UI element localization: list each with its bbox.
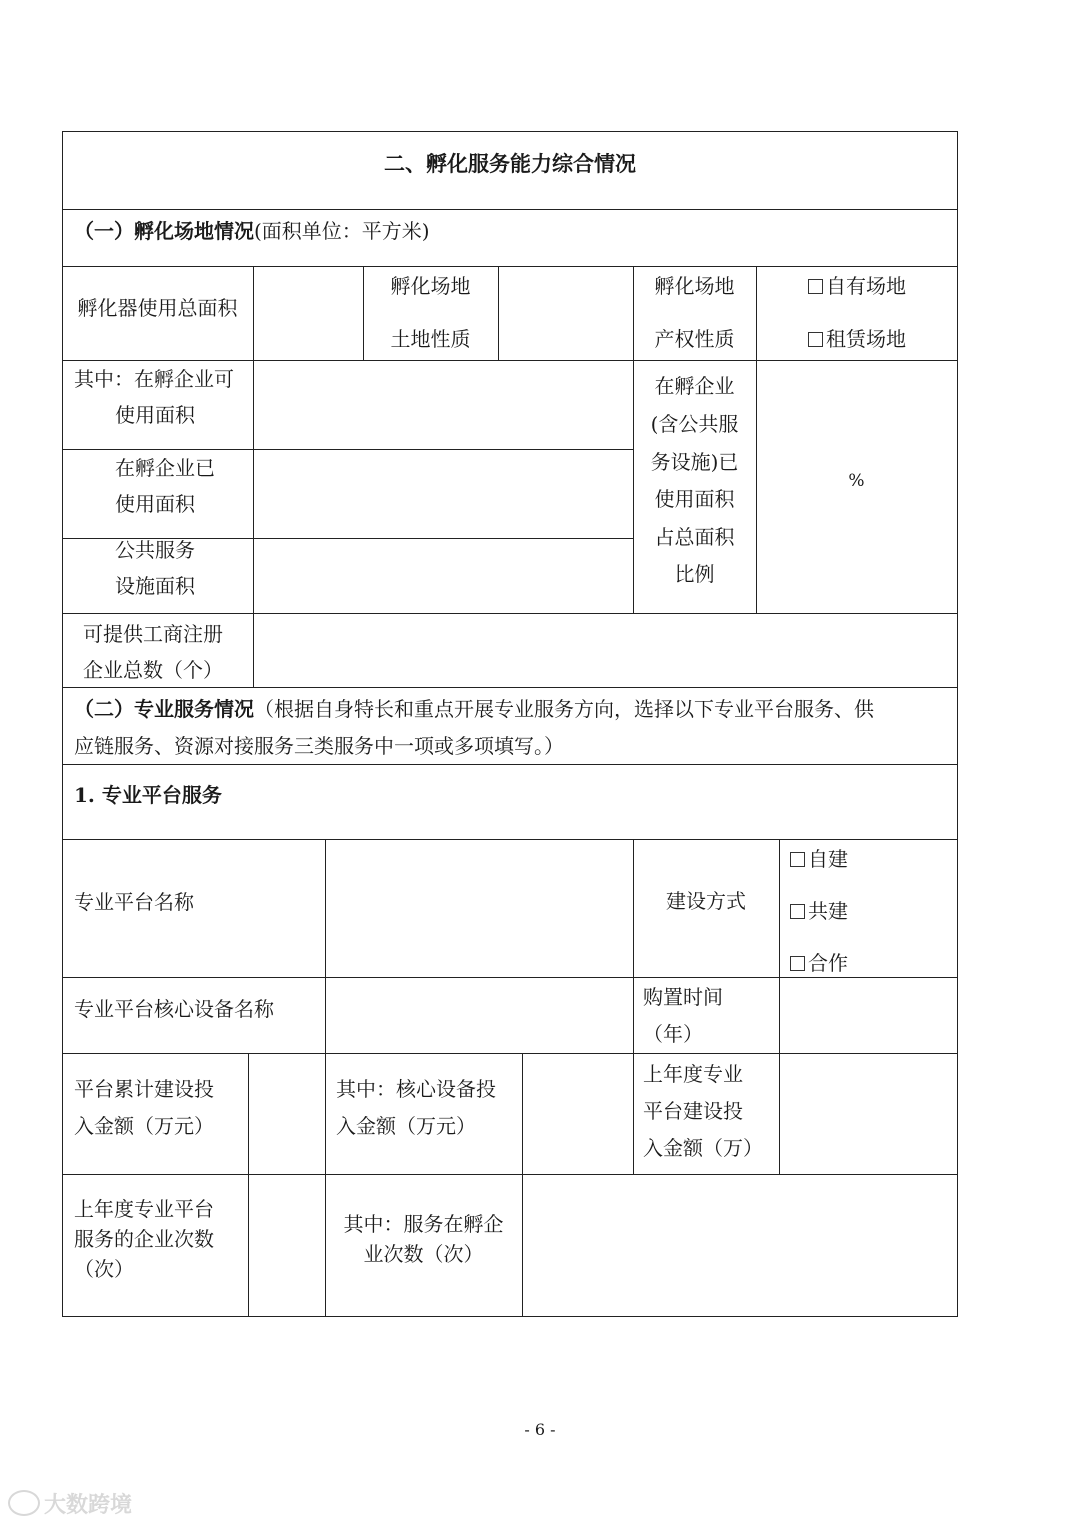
sub-heading-space-bold: （一）孵化场地情况 [74, 219, 254, 243]
registration-label-1: 可提供工商注册 [83, 622, 223, 646]
service-count-label-3: （次） [74, 1257, 134, 1281]
registration-label-2: 企业总数（个） [83, 658, 223, 682]
checkbox-cooperation[interactable] [790, 956, 805, 971]
option-rent-site-label: 租赁场地 [826, 327, 906, 351]
public-area-label-1: 公共服务 [115, 538, 195, 562]
sub-heading-services [74, 697, 874, 721]
last-year-invest-label-3: 入金额（万） [643, 1136, 763, 1160]
section-title: 二、孵化服务能力综合情况 [384, 151, 636, 176]
last-year-invest-label-2: 平台建设投 [643, 1099, 743, 1123]
page-number: - 6 - [524, 1420, 556, 1439]
option-own-site[interactable] [808, 274, 906, 298]
sub-heading-services-bold: （二）专业服务情况 [74, 697, 254, 721]
service-count-label-2: 服务的企业次数 [74, 1227, 214, 1251]
ratio-label-2: (含公共服 [650, 412, 739, 436]
option-cooperation[interactable] [790, 951, 848, 975]
checkbox-rent-site[interactable] [808, 332, 823, 347]
build-mode-label: 建设方式 [666, 889, 746, 913]
sub-heading-services-text: （根据自身特长和重点开展专业服务方向，选择以下专业平台服务、供 [254, 697, 874, 721]
option-cooperation-label: 合作 [808, 951, 848, 975]
ratio-label-6: 比例 [674, 562, 715, 586]
watermark-text: 大数跨境 [44, 1493, 133, 1518]
cumulative-invest-label-1: 平台累计建设投 [74, 1077, 214, 1101]
option-joint-built[interactable] [790, 899, 848, 923]
service-count-label-1: 上年度专业平台 [74, 1197, 214, 1221]
checkbox-joint-built[interactable] [790, 904, 805, 919]
ratio-label-1: 在孵企业 [654, 374, 735, 398]
used-area-label-1: 在孵企业已 [115, 456, 215, 480]
watermark-logo-icon [8, 1490, 40, 1516]
land-nature-label-1: 孵化场地 [390, 274, 471, 298]
ratio-unit: % [848, 471, 865, 491]
core-invest-label-2: 入金额（万元） [336, 1114, 476, 1138]
used-area-label-2: 使用面积 [115, 492, 195, 516]
total-area-label: 孵化器使用总面积 [77, 296, 238, 320]
option-self-built-label: 自建 [808, 847, 848, 871]
ratio-label-3: 务设施)已 [650, 450, 739, 474]
land-nature-label-2: 土地性质 [390, 327, 471, 351]
purchase-time-label-1: 购置时间 [643, 985, 723, 1009]
purchase-time-label-2: （年） [643, 1022, 703, 1046]
option-own-site-label: 自有场地 [826, 274, 906, 298]
option-rent-site[interactable] [808, 327, 906, 351]
last-year-invest-label-1: 上年度专业 [643, 1062, 743, 1086]
option-self-built[interactable] [790, 847, 848, 871]
option-joint-built-label: 共建 [808, 899, 848, 923]
core-equipment-label: 专业平台核心设备名称 [74, 997, 274, 1021]
platform-heading: 1. 专业平台服务 [74, 783, 222, 807]
watermark [8, 1488, 132, 1519]
ratio-label-5: 占总面积 [654, 525, 735, 549]
property-label-2: 产权性质 [654, 327, 735, 351]
incubated-service-label-1: 其中：服务在孵企 [343, 1212, 504, 1236]
incubated-service-label-2: 业次数（次） [363, 1242, 484, 1266]
sub-heading-space [74, 219, 430, 243]
usable-area-label-1: 其中：在孵企业可 [74, 367, 234, 391]
checkbox-self-built[interactable] [790, 852, 805, 867]
usable-area-label-2: 使用面积 [115, 403, 195, 427]
property-label-1: 孵化场地 [654, 274, 735, 298]
cumulative-invest-label-2: 入金额（万元） [74, 1114, 214, 1138]
ratio-label-4: 使用面积 [654, 487, 735, 511]
checkbox-own-site[interactable] [808, 279, 823, 294]
sub-heading-services-line2: 应链服务、资源对接服务三类服务中一项或多项填写。） [74, 734, 564, 758]
platform-name-label: 专业平台名称 [74, 890, 194, 914]
sub-heading-space-unit: (面积单位：平方米) [254, 219, 430, 243]
public-area-label-2: 设施面积 [115, 574, 195, 598]
core-invest-label-1: 其中：核心设备投 [336, 1077, 496, 1101]
